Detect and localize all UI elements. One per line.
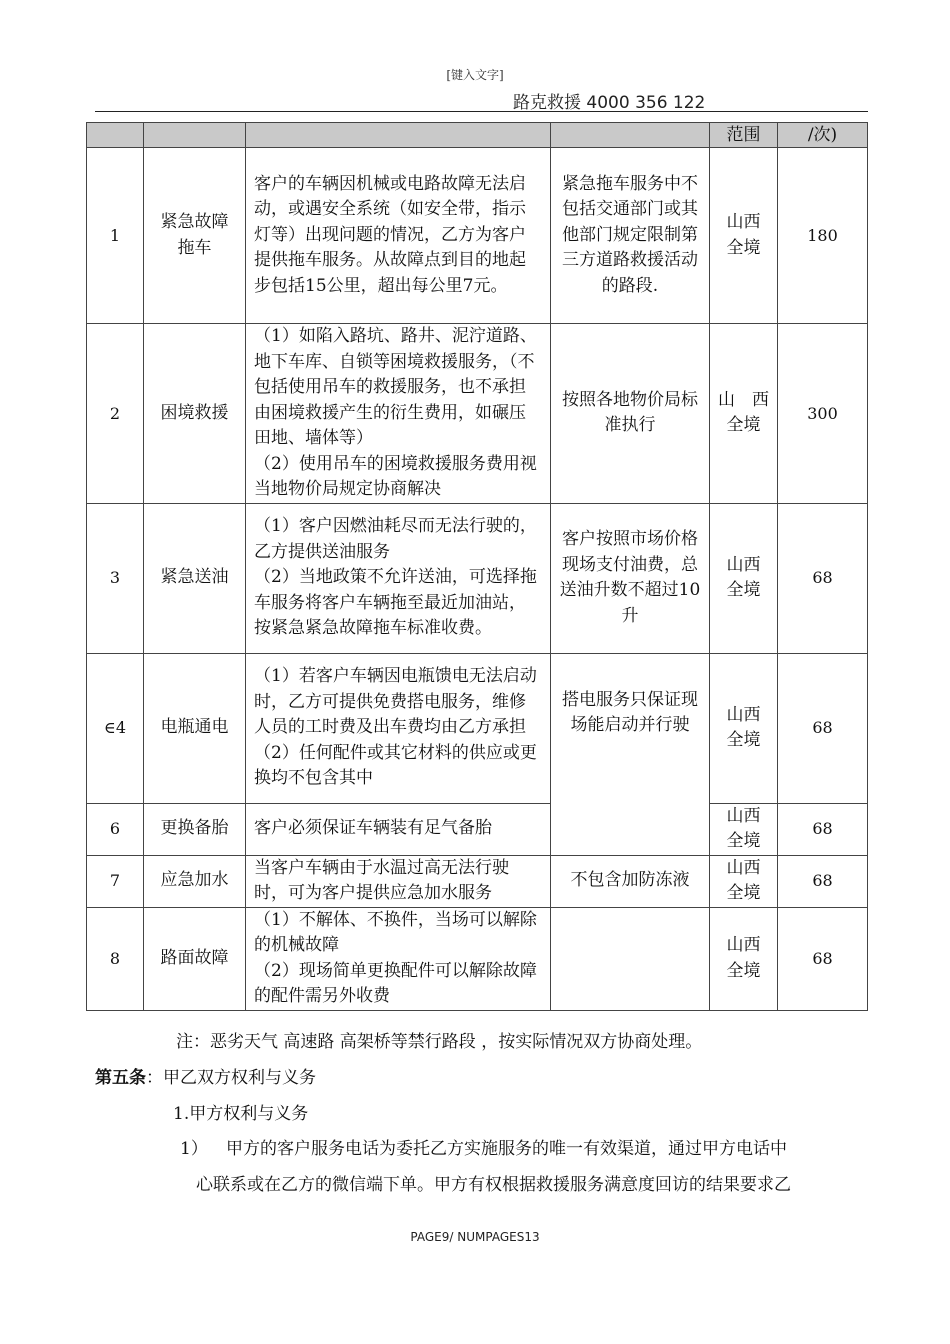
- row-desc: [246, 503, 551, 653]
- article-title: ：甲乙双方权利与义务: [146, 1068, 316, 1088]
- row-area: 山西全境: [710, 503, 778, 653]
- row-desc-part2: （2）当地政策不允许送油，可选择拖车服务将客户车辆拖至最近加油站，按紧急紧急故障拖车标准收费。: [254, 567, 537, 639]
- row-desc-part2: （2）现场简单更换配件可以解除故障的配件需另外收费: [254, 960, 537, 1006]
- header-cell-price: /次): [778, 123, 868, 148]
- header-cell: [144, 123, 246, 148]
- header-cell: [87, 123, 144, 148]
- header-cell-range: 范围: [710, 123, 778, 148]
- row-area: 山西全境: [710, 855, 778, 907]
- row-note: 不包含加防冻液: [551, 855, 710, 907]
- row-name: 困境救援: [144, 324, 246, 504]
- table-row: [87, 148, 868, 324]
- row-desc: 客户的车辆因机械或电路故障无法启动，或遇安全系统（如安全带，指示灯等）出现问题的情况，乙方为客户提供拖车服务。从故障点到目的地起步包括15公里，超出每公里7元。: [246, 148, 551, 324]
- row-no: 1: [87, 148, 144, 324]
- sub-heading: 1.甲方权利与义务: [173, 1104, 309, 1124]
- list-item-index: 1）: [180, 1139, 208, 1159]
- row-note: 紧急拖车服务中不包括交通部门或其他部门规定限制第三方道路救援活动的路段.: [551, 148, 710, 324]
- header-rule: [95, 111, 868, 112]
- row-note: 客户按照市场价格现场支付油费，总送油升数不超过10升: [551, 503, 710, 653]
- table-row: [87, 503, 868, 653]
- article-heading: [95, 1063, 316, 1088]
- row-desc: [246, 653, 551, 803]
- row-desc-part2: （2）任何配件或其它材料的供应或更换均不包含其中: [254, 742, 537, 789]
- service-table: [86, 122, 868, 1011]
- header-placeholder: [键入文字]: [446, 68, 504, 82]
- header-cell: [246, 123, 551, 148]
- row-price: 68: [778, 503, 868, 653]
- table-row: [87, 907, 868, 1010]
- table-footnote: 注：恶劣天气 高速路 高架桥等禁行路段 ，按实际情况双方协商处理。: [176, 1032, 703, 1052]
- row-area: 山西全境: [710, 653, 778, 803]
- row-note: 按照各地物价局标准执行: [551, 324, 710, 504]
- row-name: 更换备胎: [144, 803, 246, 855]
- row-desc: 客户必须保证车辆装有足气备胎: [246, 803, 551, 855]
- row-name: 电瓶通电: [144, 653, 246, 803]
- row-no: 2: [87, 324, 144, 504]
- row-price: 180: [778, 148, 868, 324]
- row-name: 紧急故障拖车: [144, 148, 246, 324]
- page-number: PAGE9/ NUMPAGES13: [410, 1230, 540, 1244]
- row-desc: [246, 324, 551, 504]
- row-name: 路面故障: [144, 907, 246, 1010]
- table-row: [87, 803, 868, 855]
- row-name: 应急加水: [144, 855, 246, 907]
- row-desc: 当客户车辆由于水温过高无法行驶时，可为客户提供应急加水服务: [246, 855, 551, 907]
- row-desc-part1: （1）如陷入路坑、路井、泥泞道路、地下车库、自锁等困境救援服务，（不包括使用吊车的救援服务，也不承担由困境救援产生的衍生费用，如碾压田地、墙体等）: [254, 326, 537, 448]
- table-row: [87, 653, 868, 803]
- row-price: 68: [778, 653, 868, 803]
- header-cell: [551, 123, 710, 148]
- row-price: 68: [778, 855, 868, 907]
- list-item-continuation: 心联系或在乙方的微信端下单。甲方有权根据救援服务满意度回访的结果要求乙: [196, 1175, 791, 1195]
- row-area: 山西全境: [710, 148, 778, 324]
- list-item: [180, 1134, 787, 1159]
- row-no: 8: [87, 907, 144, 1010]
- row-desc: [246, 907, 551, 1010]
- row-no: 7: [87, 855, 144, 907]
- row-note: 搭电服务只保证现场能启动并行驶: [551, 653, 710, 855]
- row-desc-part1: （1）不解体、不换件，当场可以解除的机械故障: [254, 909, 537, 955]
- list-item-text: 甲方的客户服务电话为委托乙方实施服务的唯一有效渠道，通过甲方电话中: [226, 1139, 787, 1159]
- row-desc-part2: （2）使用吊车的困境救援服务费用视当地物价局规定协商解决: [254, 453, 537, 499]
- row-area: 山西全境: [710, 803, 778, 855]
- table-row: [87, 855, 868, 907]
- row-no: ∈4: [87, 653, 144, 803]
- table-row: [87, 324, 868, 504]
- row-desc-part1: （1）若客户车辆因电瓶馈电无法启动时，乙方可提供免费搭电服务，维修人员的工时费及出车费均由乙方承担: [254, 666, 537, 738]
- row-name: 紧急送油: [144, 503, 246, 653]
- row-price: 68: [778, 907, 868, 1010]
- row-price: 68: [778, 803, 868, 855]
- row-area: 山 西全境: [710, 324, 778, 504]
- row-no: 6: [87, 803, 144, 855]
- table-header-row: [87, 123, 868, 148]
- article-label: 第五条: [95, 1068, 146, 1088]
- row-price: 300: [778, 324, 868, 504]
- row-desc-part1: （1）客户因燃油耗尽而无法行驶的，乙方提供送油服务: [254, 516, 537, 562]
- row-area: 山西全境: [710, 907, 778, 1010]
- row-note: [551, 907, 710, 1010]
- row-no: 3: [87, 503, 144, 653]
- header-company: 路克救援 4000 356 122: [513, 93, 706, 113]
